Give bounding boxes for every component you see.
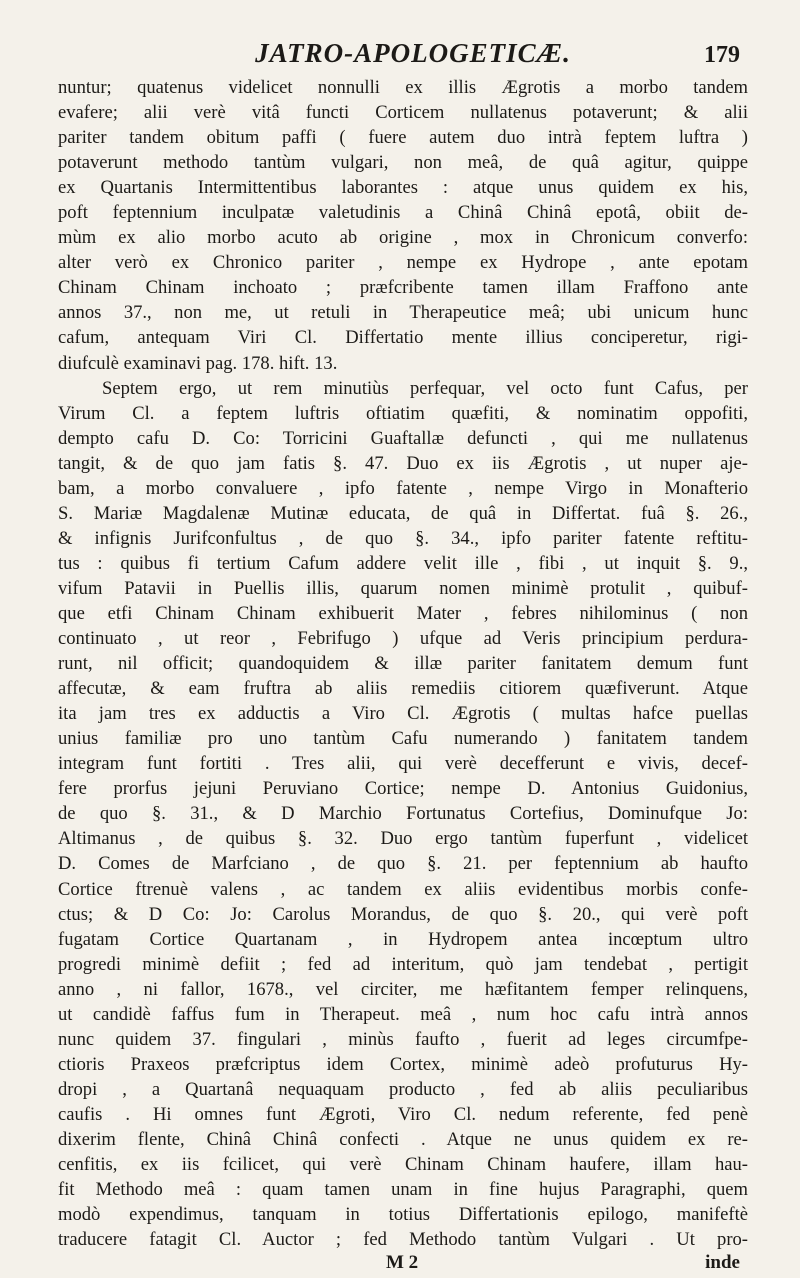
text-line: evafere; alii verè vitâ functi Corticem nullatenus potaverunt; & alii [58, 102, 748, 124]
text-line: diufculè examinavi pag. 178. hift. 13. [58, 352, 338, 374]
text-line: que etfi Chinam Chinam exhibuerit Mater , febres nihilominus ( non [58, 602, 748, 624]
text-line: traducere fatagit Cl. Auctor ; fed Methodo tantùm Vulgari . Ut pro- [58, 1229, 748, 1251]
text-line: bam, a morbo convaluere , ipfo fatente , nempe Virgo in Monafterio [58, 477, 748, 499]
text-line: integram funt fortiti . Tres alii, qui verè decefferunt e vivis, decef- [58, 753, 748, 775]
signature-mark: M 2 [386, 1252, 419, 1274]
text-line: dixerim flente, Chinâ Chinâ confecti . Atque ne unus quidem ex re- [58, 1128, 748, 1150]
running-title: JATRO-APOLOGETICÆ. [255, 38, 571, 68]
text-line: runt, nil officit; quandoquidem & illæ pariter fanitatem demum funt [58, 653, 748, 675]
text-line: potaverunt methodo tantùm vulgari, non meâ, de quâ agitur, quippe [58, 152, 748, 174]
text-line: cenfitis, ex iis fcilicet, qui verè Chinam Chinam haufere, illam hau- [58, 1154, 748, 1176]
text-line: fere prorfus jejuni Peruviano Cortice; nempe D. Antonius Guidonius, [58, 778, 748, 800]
text-line: caufis . Hi omnes funt Ægroti, Viro Cl. nedum referente, fed penè [58, 1103, 748, 1125]
text-line: ita jam tres ex adductis a Viro Cl. Ægrotis ( multas hafce puellas [58, 703, 748, 725]
text-line: Cortice ftrenuè valens , ac tandem ex aliis evidentibus morbis confe- [58, 878, 748, 900]
text-line: ex Quartanis Intermittentibus laborantes : atque unus quidem ex his, [58, 177, 748, 199]
text-line: D. Comes de Marfciano , de quo §. 21. per feptennium ab haufto [58, 853, 748, 875]
text-line: cafum, antequam Viri Cl. Differtatio mente illius conciperetur, rigi- [58, 327, 748, 349]
text-line: fit Methodo meâ : quam tamen unam in fine hujus Paragraphi, quem [58, 1179, 748, 1201]
text-line: de quo §. 31., & D Marchio Fortunatus Cortefius, Dominufque Jo: [58, 803, 748, 825]
text-line: ctus; & D Co: Jo: Carolus Morandus, de quo §. 20., qui verè poft [58, 903, 748, 925]
text-line: unius familiæ pro uno tantùm Cafu numerando ) fanitatem tandem [58, 728, 748, 750]
text-line: dropi , a Quartanâ nequaquam producto , fed ab aliis peculiaribus [58, 1078, 748, 1100]
text-line: modò expendimus, tanquam in totius Differtationis epilogo, manifeftè [58, 1204, 748, 1226]
page-number: 179 [704, 42, 740, 68]
text-line: tus : quibus fi tertium Cafum addere velit ille , fibi , ut inquit §. 9., [58, 552, 748, 574]
text-line: S. Mariæ Magdalenæ Mutinæ educata, de quâ in Differtat. fuâ §. 26., [58, 502, 748, 524]
text-line: vifum Patavii in Puellis illis, quarum nomen minimè protulit , quibuf- [58, 577, 748, 599]
text-line: mùm ex alio morbo acuto ab origine , mox in Chronicum converfo: [58, 227, 748, 249]
text-line: tangit, & de quo jam fatis §. 47. Duo ex iis Ægrotis , ut nuper aje- [58, 452, 748, 474]
page-header [58, 38, 748, 74]
text-line: poft feptennium inculpatæ valetudinis a Chinâ Chinâ epotâ, obiit de- [58, 202, 748, 224]
text-line: affecutæ, & eam fruftra ab aliis remediis citiorem quæfiverunt. Atque [58, 678, 748, 700]
text-line: alter verò ex Chronico pariter , nempe ex Hydrope , ante epotam [58, 252, 748, 274]
text-line: Chinam Chinam inchoato ; præfcribente tamen illam Fraffono ante [58, 277, 748, 299]
body-text [58, 75, 748, 1252]
text-line: pariter tandem obitum paffi ( fuere autem duo intrà feptem luftra ) [58, 127, 748, 149]
text-line: Septem ergo, ut rem minutiùs perfequar, vel octo funt Cafus, per [102, 377, 748, 399]
text-line: nunc quidem 37. fingulari , minùs faufto , fuerit ad leges circumfpe- [58, 1028, 748, 1050]
text-line: continuato , ut reor , Febrifugo ) ufque ad Veris principium perdura- [58, 628, 748, 650]
text-line: progredi minimè defiit ; fed ad interitum, quò jam tendebat , pertigit [58, 953, 748, 975]
text-line: nuntur; quatenus videlicet nonnulli ex illis Ægrotis a morbo tandem [58, 77, 748, 98]
text-line: ut candidè faffus fum in Therapeut. meâ , num hoc cafu intrà annos [58, 1003, 748, 1025]
page-footer [58, 1252, 748, 1278]
text-line: Altimanus , de quibus §. 32. Duo ergo tantùm fuperfunt , videlicet [58, 828, 748, 850]
text-line: dempto cafu D. Co: Torricini Guaftallæ defuncti , qui me nullatenus [58, 427, 748, 449]
text-line: anno , ni fallor, 1678., vel circiter, me hæfitantem femper relinquens, [58, 978, 748, 1000]
text-line: fugatam Cortice Quartanam , in Hydropem antea incœptum ultro [58, 928, 748, 950]
text-line: annos 37., non me, ut retuli in Therapeutice meâ; ubi unicum hunc [58, 302, 748, 324]
text-line: ctioris Praxeos præfcriptus idem Cortex, minimè adeò profuturus Hy- [58, 1053, 748, 1075]
catchword: inde [705, 1252, 740, 1274]
text-line: & infignis Jurifconfultus , de quo §. 34., ipfo pariter fatente reftitu- [58, 527, 748, 549]
text-line: Virum Cl. a feptem luftris oftiatim quæfiti, & nominatim oppofiti, [58, 402, 748, 424]
